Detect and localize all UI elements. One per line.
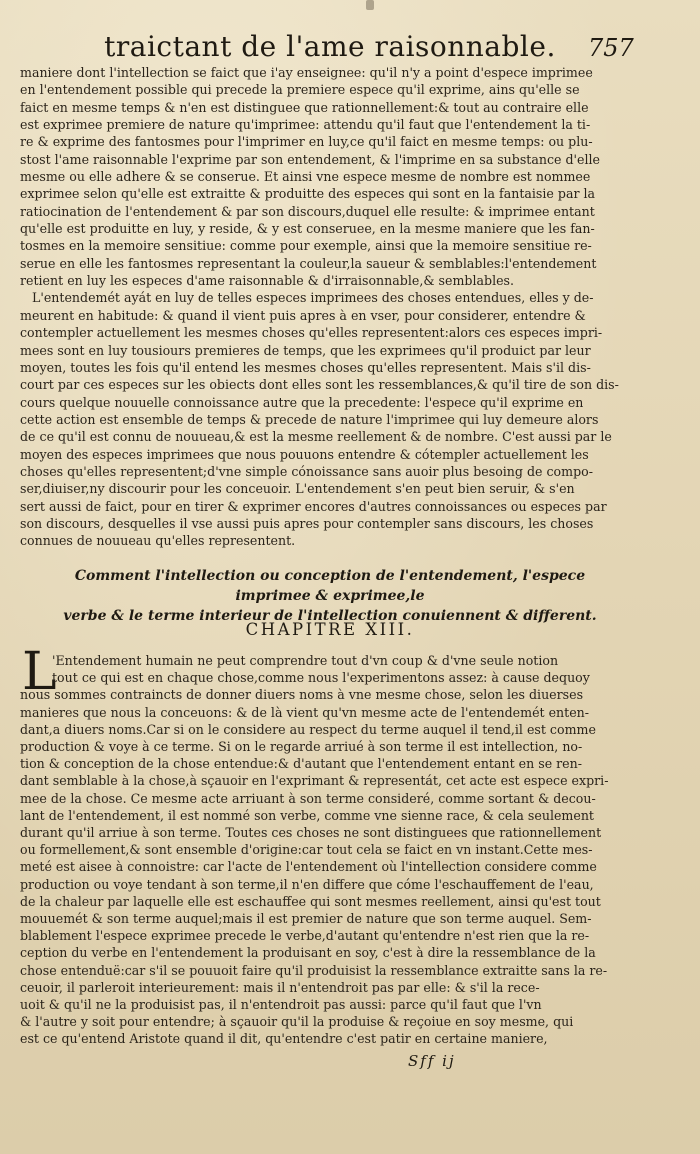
chapter-paragraph xyxy=(20,642,665,1048)
text-line: nous sommes contraincts de donner diuers noms à vne mesme chose, selon les diuerses xyxy=(20,687,584,703)
text-line: ser,diuiser,ny discourir pour les conceuoir. L'entendement s'en peut bien seruir, & s'en xyxy=(20,481,575,497)
text-line: dant semblable à la chose,à sçauoir en l'exprimant & representát, cet acte est espece expri- xyxy=(20,773,609,789)
text-line: moyen, toutes les fois qu'il entend les mesmes choses qu'elles representent. Mais s'il dis- xyxy=(20,359,591,375)
running-title: traictant de l'ame raisonnable. xyxy=(104,30,556,63)
text-line: Comment l'intellection ou conception de l'entendement, l'espece imprimee & exprimee,le xyxy=(74,568,586,604)
text-line: tout ce qui est en chaque chose,comme nous l'experimentons assez: à cause dequoy xyxy=(52,670,590,686)
ink-smudge xyxy=(366,0,374,10)
text-line: en l'entendement possible qui precede la premiere espece qu'il exprime, ains qu'elle se xyxy=(20,82,580,98)
text-line: tosmes en la memoire sensitiue: comme pour exemple, ainsi que la memoire sensitiue re- xyxy=(20,238,592,254)
text-line: son discours, desquelles il vse aussi puis apres pour contempler sans discours, les choses xyxy=(20,515,594,531)
text-line: serue en elle les fantosmes representant la couleur,la saueur & semblables:l'entendement xyxy=(20,255,597,271)
text-line: mesme ou elle adhere & se conserue. Et ainsi vne espece mesme de nombre est nommee xyxy=(20,169,591,185)
chapter-heading: CHAPITRE XIII. xyxy=(245,620,415,639)
text-line: meté est aisee à connoistre: car l'acte de l'entendement où l'intellection considere comme xyxy=(20,859,597,875)
text-line: ratiocination de l'entendement & par son discours,duquel elle resulte: & imprimee entant xyxy=(20,203,595,219)
text-line: ceuoir, il parleroit interieurement: mais il n'entendroit pas par elle: & s'il la rece- xyxy=(20,979,540,995)
text-line: & l'autre y soit pour entendre; à sçauoir qu'il la produise & reçoiue en soy mesme, qui xyxy=(20,1014,574,1030)
text-line: chose entenduë:car s'il se pouuoit faire qu'il produisist la ressemblance extraitte sans la re- xyxy=(20,962,608,978)
text-line: cette action est ensemble de temps & precede de nature l'imprimee qui luy demeure alors xyxy=(20,411,599,427)
text-line: ou formellement,& sont ensemble d'origine:car tout cela se faict en vn instant.Cette mes- xyxy=(20,842,593,858)
text-line: de ce qu'il est connu de nouueau,& est la mesme reellement & de nombre. C'est aussi par le xyxy=(20,429,612,445)
text-line: mee de la chose. Ce mesme acte arriuant à son terme consideré, comme sortant & decou- xyxy=(20,790,596,806)
text-line: faict en mesme temps & n'en est distinguee que rationnellement:& tout au contraire elle xyxy=(20,99,589,115)
text-line: lant de l'entendement, il est nommé son verbe, comme vne sienne race, & cela seulement xyxy=(20,807,594,823)
drop-cap: L xyxy=(22,642,57,702)
text-line: stost l'ame raisonnable l'exprime par son entendement, & l'imprime en sa substance d'elle xyxy=(20,151,600,167)
text-line: meurent en habitude: & quand il vient puis apres à en vser, pour considerer, entendre & xyxy=(20,307,586,323)
page-number: 757 xyxy=(588,34,634,62)
text-line: blablement l'espece exprimee precede le verbe,d'autant qu'entendre n'est rien que la re- xyxy=(20,928,590,944)
text-line: retient en luy les especes d'ame raisonnable & d'irraisonnable,& semblables. xyxy=(20,273,515,289)
text-line: mouuemét & son terme auquel;mais il est premier de nature que son terme auquel. Sem- xyxy=(20,911,592,927)
text-line: court par ces especes sur les obiects dont elles sont les ressemblances,& qu'il tire de son dis- xyxy=(20,377,619,393)
text-line: moyen des especes imprimees que nous pouuons entendre & cótempler actuellement les xyxy=(20,446,589,462)
text-line: durant qu'il arriue à son terme. Toutes ces choses ne sont distinguees que rationnellement xyxy=(20,825,602,841)
text-line: contempler actuellement les mesmes choses qu'elles representent:alors ces especes impri- xyxy=(20,325,603,341)
text-line: production ou voye tendant à son terme,il n'en differe que cóme l'eschauffement de l'eau, xyxy=(20,876,594,892)
text-line: manieres que nous la conceuons: & de là vient qu'vn mesme acte de l'entendemét enten- xyxy=(20,704,590,720)
text-line: cours quelque nouuelle connoissance autre que la precedente: l'espece qu'il exprime en xyxy=(20,394,584,410)
text-line: sert aussi de faict, pour en tirer & exprimer encores d'autres connoissances ou especes par xyxy=(20,498,607,514)
text-line: de la chaleur par laquelle elle est eschauffee qui sont mesmes reellement, ainsi qu'est tout xyxy=(20,893,601,909)
text-line: est exprimee premiere de nature qu'imprimee: attendu qu'il faut que l'entendement la ti- xyxy=(20,117,591,133)
text-line: verbe & le terme interieur de l'intellection conuiennent & different. xyxy=(63,608,597,624)
text-line: maniere dont l'intellection se faict que i'ay enseignee: qu'il n'y a point d'espece imprimee xyxy=(20,65,593,80)
text-line: L'entendemét ayát en luy de telles especes imprimees des choses entendues, elles y de- xyxy=(32,290,594,306)
text-line: re & exprime des fantosmes pour l'imprimer en luy,ce qu'il faict en mesme temps: ou plu- xyxy=(20,134,593,150)
text-line: tion & conception de la chose entendue:& d'autant que l'entendement entant en se ren- xyxy=(20,756,583,772)
text-line: qu'elle est produitte en luy, y reside, & y est conseruee, en la mesme maniere que les fan- xyxy=(20,221,595,237)
text-line: choses qu'elles representent;d'vne simple cónoissance sans auoir plus besoing de compo- xyxy=(20,463,593,479)
text-line: production & voye à ce terme. Si on le regarde arriué à son terme il est intellection, no- xyxy=(20,739,583,755)
text-line: dant,a diuers noms.Car si on le considere au respect du terme auquel il tend,il est comme xyxy=(20,721,596,737)
signature-mark: Sff ij xyxy=(408,1052,456,1070)
text-line: mees sont en luy tousiours premieres de temps, que les exprimees qu'il produict par leur xyxy=(20,342,591,358)
text-line: ception du verbe en l'entendement la produisant en soy, c'est à dire la ressemblance de la xyxy=(20,945,596,961)
text-line: exprimee selon qu'elle est extraitte & produitte des especes qui sont en la fantaisie par la xyxy=(20,186,596,202)
text-line: uoit & qu'il ne la produisist pas, il n'entendroit pas aussi: parce qu'il faut que l'vn xyxy=(20,997,542,1013)
text-line: connues de nouueau qu'elles representent. xyxy=(20,533,296,549)
text-line: est ce qu'entend Aristote quand il dit, qu'entendre c'est patir en certaine maniere, xyxy=(20,1031,548,1047)
text-line: 'Entendement humain ne peut comprendre tout d'vn coup & d'vne seule notion xyxy=(52,653,559,668)
main-paragraph xyxy=(20,64,660,550)
section-title xyxy=(60,566,600,626)
